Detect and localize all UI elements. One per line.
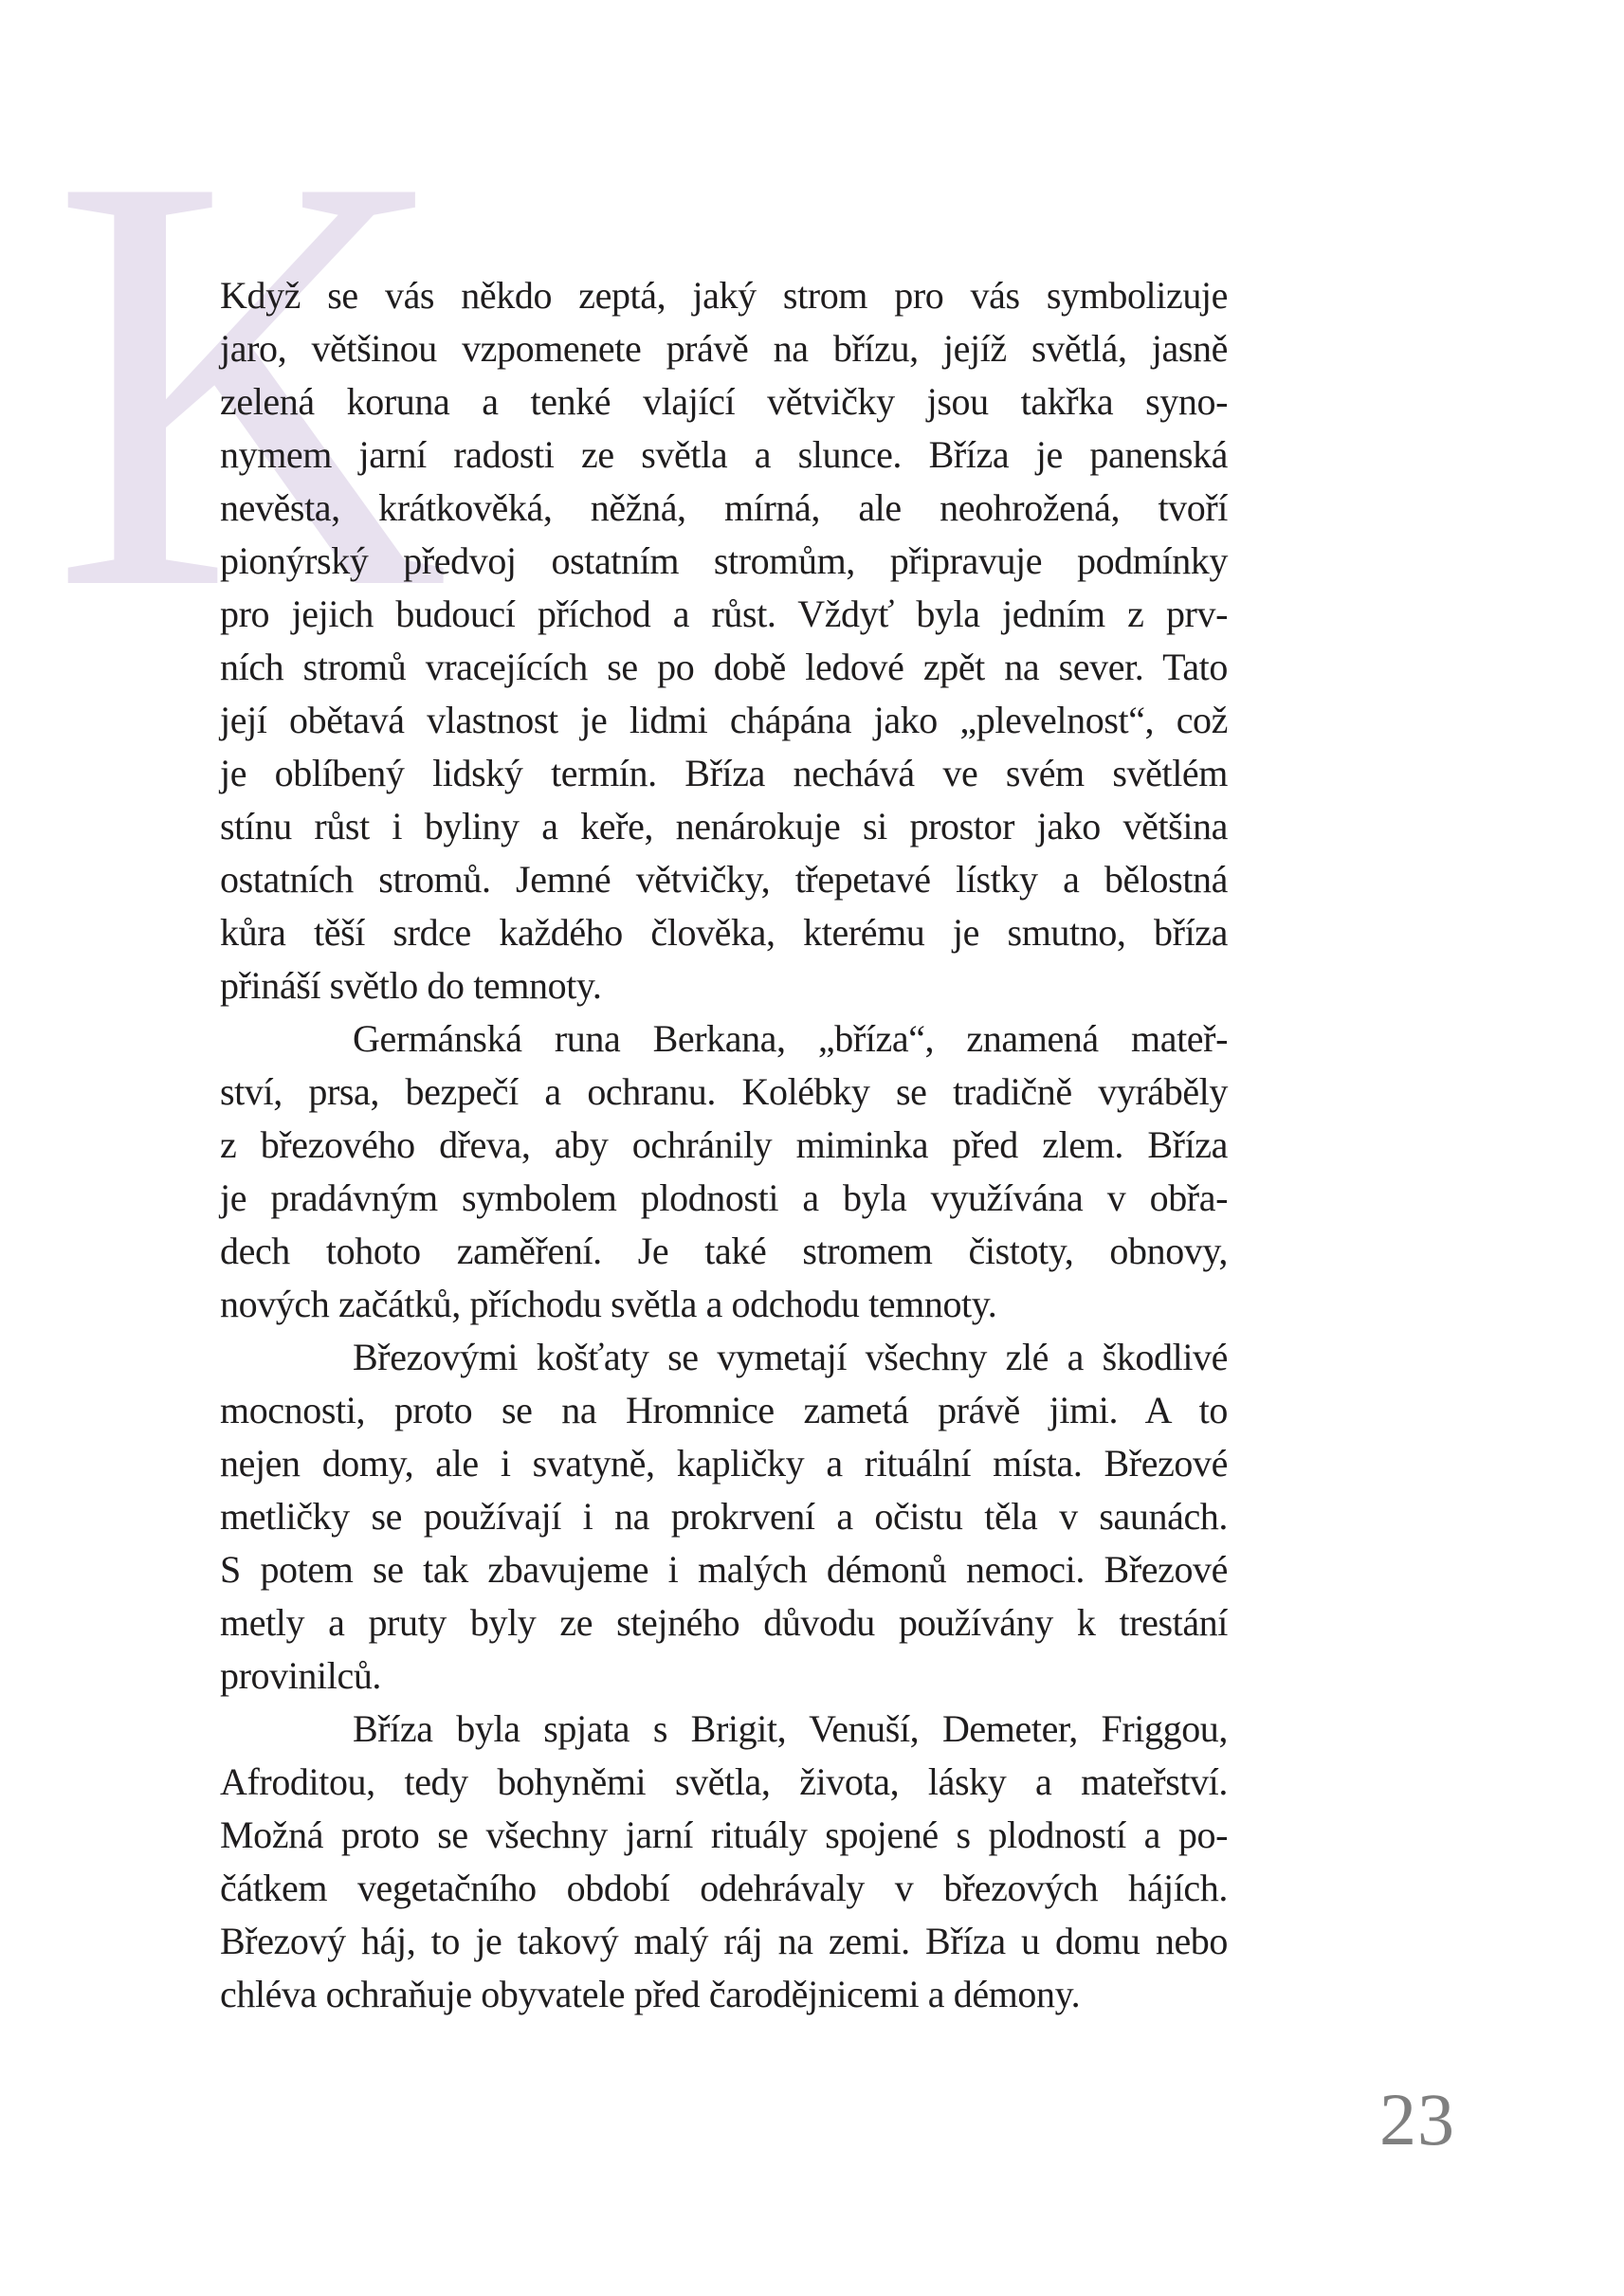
text-line: nevěsta, krátkověká, něžná, mírná, ale neohrožená, tvoří — [220, 486, 1228, 529]
text-line: nejen domy, ale i svatyně, kapličky a rituální místa. Březové — [220, 1442, 1228, 1485]
text-line: ství, prsa, bezpečí a ochranu. Kolébky se tradičně vyráběly — [220, 1070, 1228, 1113]
text-line: její obětavá vlastnost je lidmi chápána jako „plevelnost“, což — [220, 699, 1228, 741]
text-line: Když se vás někdo zeptá, jaký strom pro vás symbolizuje — [220, 274, 1228, 317]
text-line: je pradávným symbolem plodnosti a byla využívána v obřa- — [220, 1176, 1228, 1219]
text-line: ostatních stromů. Jemné větvičky, třepetavé lístky a bělostná — [220, 858, 1228, 901]
text-line: jaro, většinou vzpomenete právě na břízu, jejíž světlá, jasně — [220, 327, 1228, 370]
text-line: Možná proto se všechny jarní rituály spojené s plodností a po- — [220, 1813, 1228, 1856]
text-line: chléva ochraňuje obyvatele před čarodějnicemi a démony. — [220, 1973, 1081, 2015]
text-line: dech tohoto zaměření. Je také stromem čistoty, obnovy, — [220, 1230, 1228, 1272]
text-line: ních stromů vracejících se po době ledové zpět na sever. Tato — [220, 646, 1228, 688]
body-text-block — [220, 269, 1228, 2021]
text-line: je oblíbený lidský termín. Bříza nechává ve svém světlém — [220, 752, 1228, 794]
text-line: pro jejich budoucí příchod a růst. Vždyť byla jedním z prv- — [220, 592, 1228, 635]
text-line: provinilců. — [220, 1654, 382, 1697]
text-line: metličky se používají i na prokrvení a očistu těla v saunách. — [220, 1495, 1228, 1538]
text-line: zelená koruna a tenké vlající větvičky jsou takřka syno- — [220, 380, 1228, 423]
text-line: S potem se tak zbavujeme i malých démonů nemoci. Březové — [220, 1548, 1228, 1591]
text-line: mocnosti, proto se na Hromnice zametá právě jimi. A to — [220, 1389, 1228, 1431]
text-line: Afroditou, tedy bohyněmi světla, života, lásky a mateřství. — [220, 1760, 1228, 1803]
text-line: metly a pruty byly ze stejného důvodu používány k trestání — [220, 1601, 1228, 1644]
page-number: 23 — [1379, 2078, 1455, 2160]
text-line: stínu růst i byliny a keře, nenárokuje si prostor jako většina — [220, 805, 1228, 847]
text-line: pionýrský předvoj ostatním stromům, připravuje podmínky — [220, 539, 1228, 582]
text-line: přináší světlo do temnoty. — [220, 964, 602, 1007]
text-line: kůra těší srdce každého člověka, kterému je smutno, bříza — [220, 911, 1228, 954]
text-line: Březový háj, to je takový malý ráj na zemi. Bříza u domu nebo — [220, 1920, 1228, 1962]
text-line: nymem jarní radosti ze světla a slunce. Bříza je panenská — [220, 433, 1228, 476]
drop-cap-initial: K — [52, 52, 449, 713]
text-line: čátkem vegetačního období odehrávaly v březových hájích. — [220, 1867, 1228, 1909]
text-line: z březového dřeva, aby ochránily miminka před zlem. Bříza — [220, 1123, 1228, 1166]
text-line: Březovými košťaty se vymetají všechny zlé a škodlivé — [353, 1336, 1228, 1378]
text-line: Bříza byla spjata s Brigit, Venuší, Demeter, Friggou, — [353, 1707, 1228, 1750]
text-line: Germánská runa Berkana, „bříza“, znamená mateř- — [353, 1017, 1228, 1060]
text-line: nových začátků, příchodu světla a odchodu temnoty. — [220, 1283, 997, 1325]
